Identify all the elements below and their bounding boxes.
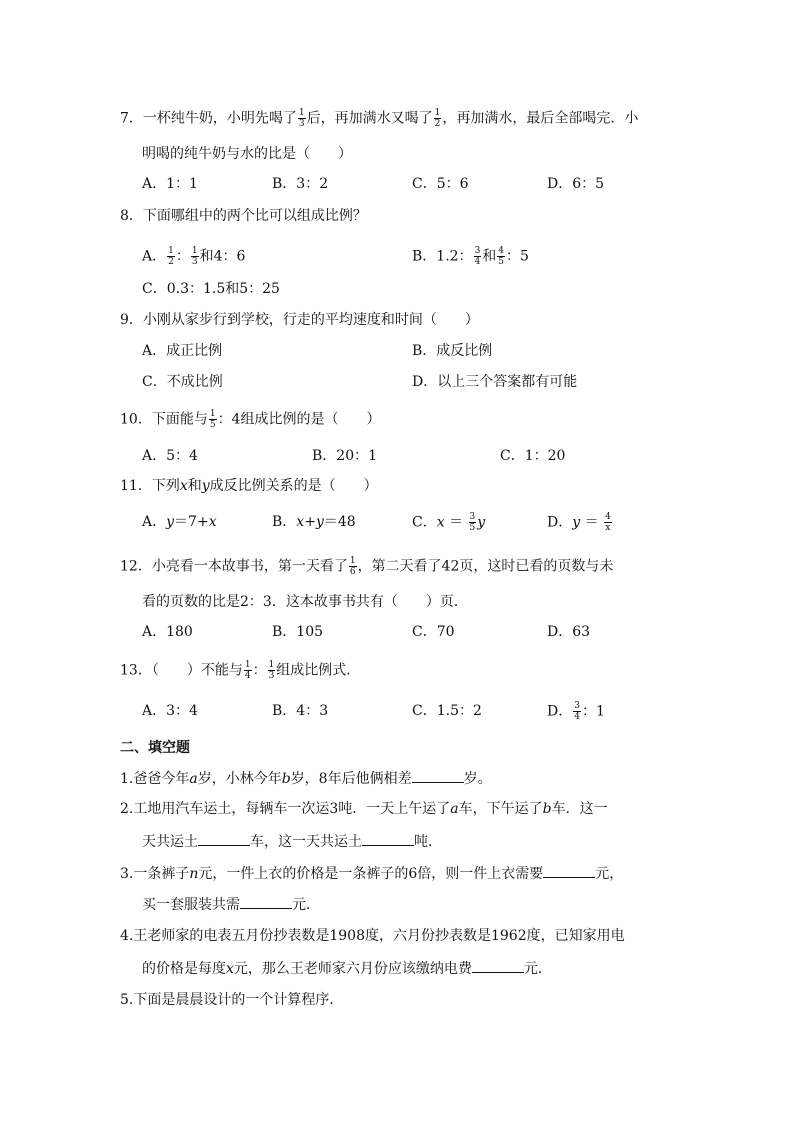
question-12-line-1: 12．小亮看一本故事书，第一天看了 $\frac{1}{6}$ ，第二天看了42页，这时已看的页数与未 bbox=[120, 556, 614, 577]
question-8-stem: 8．下面哪组中的两个比可以组成比例？ bbox=[120, 208, 367, 224]
q11-option-c: C．x ＝ $\frac{3}{5}$ y bbox=[412, 512, 486, 533]
fraction-one-half: $\frac{1}{2}$ bbox=[434, 108, 441, 129]
question-7-line-2: 明喝的纯牛奶与水的比是（ ） bbox=[142, 146, 352, 162]
answer-blank[interactable] bbox=[543, 863, 595, 878]
q10-option-b: B．20：1 bbox=[312, 448, 378, 464]
q11-option-a: A．y＝7+x bbox=[142, 514, 217, 530]
fill-question-1: 1.爸爸今年a岁，小林今年b岁，8年后他俩相差 岁。 bbox=[120, 768, 492, 789]
question-12-line-2: 看的页数的比是2：3．这本故事书共有（ ）页． bbox=[142, 594, 468, 610]
question-9-stem: 9．小刚从家步行到学校，行走的平均速度和时间（ ） bbox=[120, 312, 479, 328]
question-10-stem: 10．下面能与 $\frac{1}{5}$ ：4组成比例的是（ ） bbox=[120, 409, 381, 430]
q10-option-a: A．5：4 bbox=[142, 448, 198, 464]
q9-option-c: C．不成比例 bbox=[142, 374, 223, 390]
fill-question-2-line-2: 天共运土 车，这一天共运土 吨． bbox=[142, 831, 442, 852]
fill-question-5: 5.下面是晨晨设计的一个计算程序． bbox=[120, 992, 344, 1008]
answer-blank[interactable] bbox=[472, 958, 524, 973]
section-title: 二、填空题 bbox=[120, 740, 190, 756]
answer-blank[interactable] bbox=[240, 894, 292, 909]
q11-option-d: D．y ＝ $\frac{4}{x}$ bbox=[547, 512, 611, 533]
q11-option-b: B．x+y＝48 bbox=[272, 514, 356, 530]
question-11-stem: 11．下列x和y成反比例关系的是（ ） bbox=[120, 478, 378, 494]
fraction-one-third: $\frac{1}{3}$ bbox=[298, 108, 305, 129]
q8-option-b: B．1.2： $\frac{3}{4}$ 和 $\frac{4}{5}$ ：5 bbox=[412, 246, 529, 267]
q7-option-b: B．3：2 bbox=[272, 176, 329, 192]
q13-option-a: A．3：4 bbox=[142, 703, 198, 719]
answer-blank[interactable] bbox=[362, 831, 414, 846]
q9-option-d: D．以上三个答案都有可能 bbox=[412, 374, 578, 390]
question-7-line-1: 7．一杯纯牛奶，小明先喝了 $\frac{1}{3}$ 后，再加满水又喝了 $\frac{1}{2}$ ，再加满水，最后全部喝完．小 bbox=[120, 108, 639, 129]
q7-option-c: C．5：6 bbox=[412, 176, 469, 192]
q13-option-b: B．4：3 bbox=[272, 703, 329, 719]
q13-option-d: D． $\frac{3}{4}$ ：1 bbox=[547, 701, 605, 722]
question-13-stem: 13．（ ）不能与 $\frac{1}{4}$ ： $\frac{1}{3}$ 组成比例式． bbox=[120, 660, 361, 681]
q9-option-b: B．成反比例 bbox=[412, 343, 493, 359]
fill-question-3-line-1: 3.一条裤子n元，一件上衣的价格是一条裤子的6倍，则一件上衣需要 元， bbox=[120, 863, 623, 884]
q12-option-d: D．63 bbox=[547, 624, 591, 640]
fill-question-4-line-1: 4.王老师家的电表五月份抄表数是1908度，六月份抄表数是1962度，已知家用电 bbox=[120, 928, 625, 944]
fill-question-2-line-1: 2.工地用汽车运土，每辆车一次运3吨．一天上午运了a车，下午运了b车．这一 bbox=[120, 801, 608, 817]
q8-option-a: A． $\frac{1}{2}$ ： $\frac{1}{3}$ 和4：6 bbox=[142, 246, 246, 267]
answer-blank[interactable] bbox=[198, 831, 250, 846]
q10-option-c: C．1：20 bbox=[500, 448, 566, 464]
q13-option-c: C．1.5：2 bbox=[412, 703, 482, 719]
q7-option-a: A．1：1 bbox=[142, 176, 198, 192]
fill-question-4-line-2: 的价格是每度x元，那么王老师家六月份应该缴纳电费 元． bbox=[142, 958, 552, 979]
q9-option-a: A．成正比例 bbox=[142, 343, 223, 359]
q12-option-a: A．180 bbox=[142, 624, 193, 640]
q7-option-d: D．6：5 bbox=[547, 176, 605, 192]
fill-question-3-line-2: 买一套服装共需 元． bbox=[142, 894, 320, 915]
answer-blank[interactable] bbox=[412, 768, 464, 783]
q12-option-b: B．105 bbox=[272, 624, 324, 640]
q12-option-c: C．70 bbox=[412, 624, 455, 640]
q8-option-c: C．0.3：1.5和5：25 bbox=[142, 281, 280, 297]
